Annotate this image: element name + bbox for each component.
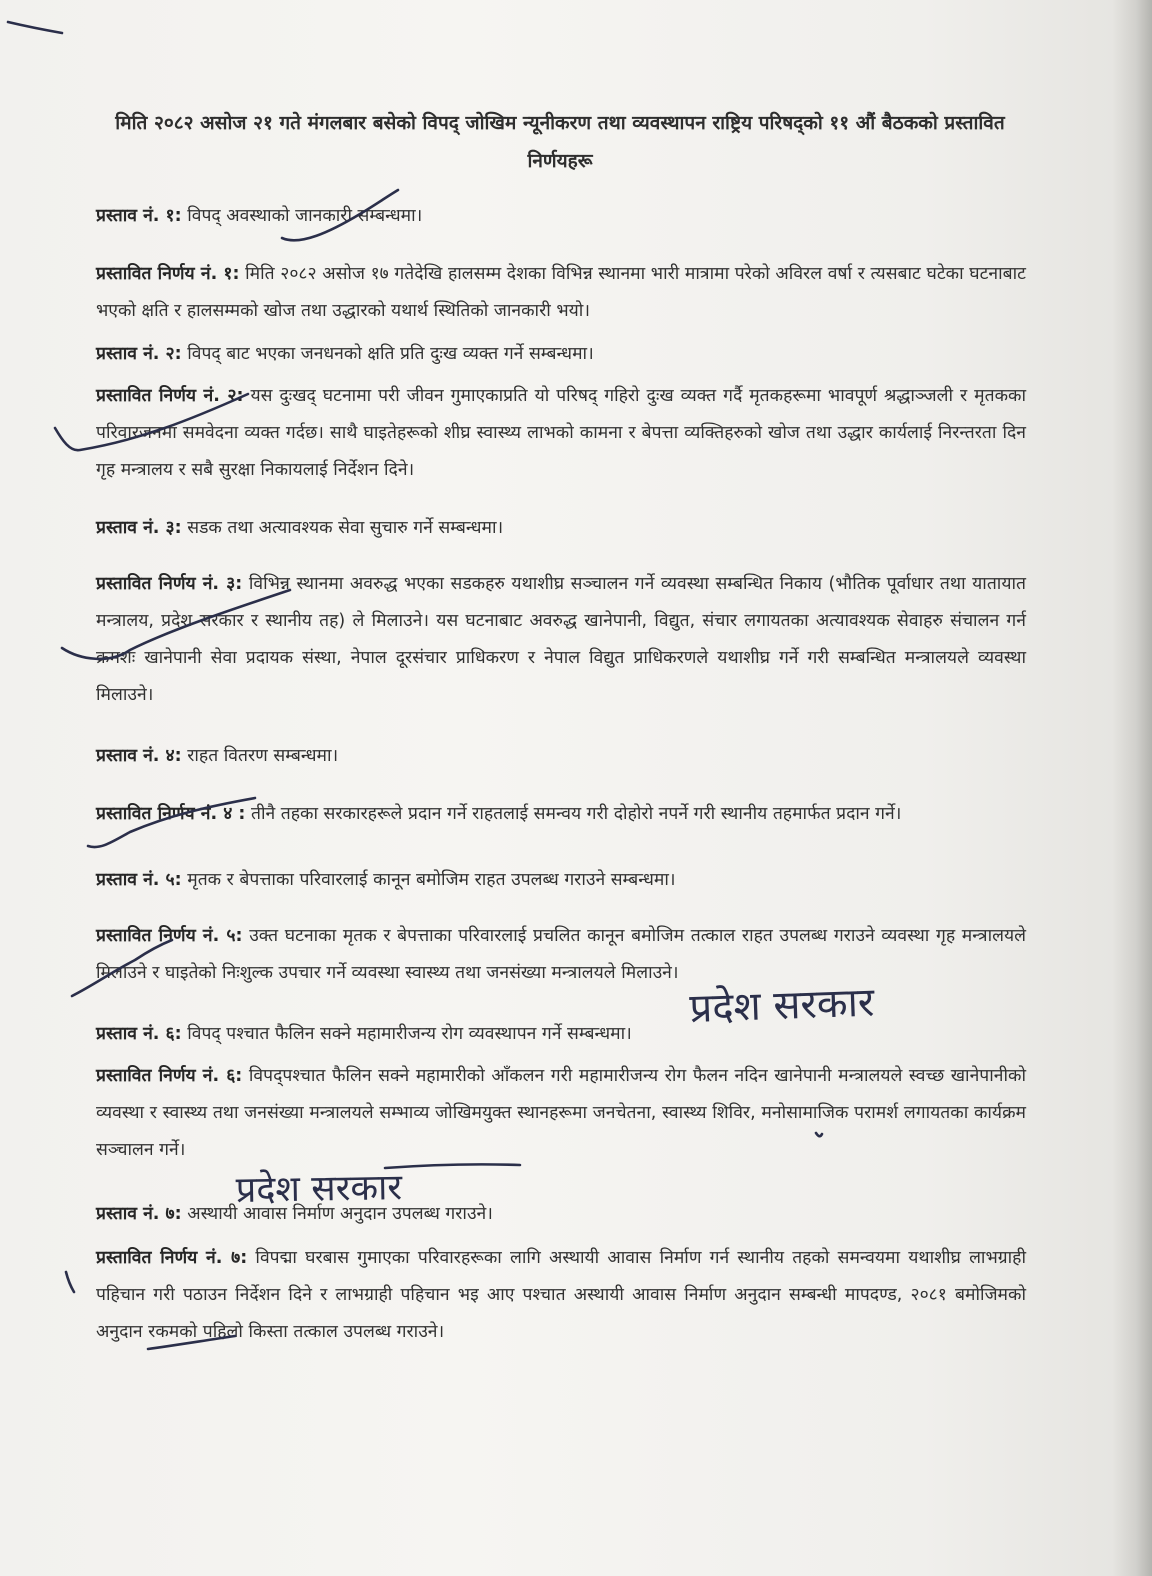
decision-label: प्रस्तावित निर्णय नं. ५: [96,926,243,946]
decision-text: विपद्मा घरबास गुमाएका परिवारहरूका लागि अस्थायी आवास निर्माण गर्न स्थानीय तहको समन्वयमा यथाशीघ्र लाभग्राही पहिचान गरी पठाउन निर्देशन दिने र लाभग्राही पहिचान भइ आए पश्चात अस्थायी आवास निर्माण अनुदान सम्बन्धी मापदण्ड, २०८१ बमोजिमको अनुदान रकमको पहिलो किस्ता तत्काल उपलब्ध गराउने। [96,1248,1026,1342]
decision-text: यस दुःखद् घटनामा परी जीवन गुमाएकाप्रति यो परिषद् गहिरो दुःख व्यक्त गर्दै मृतकहरूमा भावपूर्ण श्रद्धाञ्जली र मृतकका परिवारजनमा समवेदना व्यक्त गर्दछ। साथै घाइतेहरूको शीघ्र स्वास्थ्य लाभको कामना र बेपत्ता व्यक्तिहरुको खोज तथा उद्धार कार्यलाई निरन्तरता दिन गृह मन्त्रालय र सबै सुरक्षा निकायलाई निर्देशन दिने। [96,386,1026,480]
proposal-text: विपद् बाट भएका जनधनको क्षति प्रति दुःख व्यक्त गर्ने सम्बन्धमा। [187,344,594,364]
proposal-text: अस्थायी आवास निर्माण अनुदान उपलब्ध गराउने। [187,1204,493,1224]
proposal-text: राहत वितरण सम्बन्धमा। [187,746,339,766]
decision-label: प्रस्तावित निर्णय नं. ७: [96,1248,248,1268]
decision-label: प्रस्तावित निर्णय नं. ३: [96,574,243,594]
decision-text: विभिन्न स्थानमा अवरुद्ध भएका सडकहरु यथाशीघ्र सञ्चालन गर्ने व्यवस्था सम्बन्धित निकाय (भौतिक पूर्वाधार तथा यातायात मन्त्रालय, प्रदेश सरकार र स्थानीय तह) ले मिलाउने। यस घटनाबाट अवरुद्ध खानेपानी, विद्युत, संचार लगायतका अत्यावश्यक सेवाहरु संचालन गर्न क्रमशः खानेपानी सेवा प्रदायक संस्था, नेपाल दूरसंचार प्राधिकरण र नेपाल विद्युत प्राधिकरणले यथाशीघ्र गर्ने गरी सम्बन्धित मन्त्रालयले व्यवस्था मिलाउने। [96,574,1026,705]
proposal-label: प्रस्ताव नं. ७: [96,1204,182,1224]
decision-text: उक्त घटनाका मृतक र बेपत्ताका परिवारलाई प्रचलित कानून बमोजिम तत्काल राहत उपलब्ध गराउने व्यवस्था गृह मन्त्रालयले मिलाउने र घाइतेको निःशुल्क उपचार गर्ने व्यवस्था स्वास्थ्य तथा जनसंख्या मन्त्रालयले मिलाउने। [96,926,1026,983]
proposal-label: प्रस्ताव नं. ६: [96,1024,182,1044]
page-title: मिति २०८२ असोज २१ गते मंगलबार बसेको विपद् जोखिम न्यूनीकरण तथा व्यवस्थापन राष्ट्रिय परिषद्को ११ औं बैठकको प्रस्तावित निर्णयहरू [115,112,1005,172]
decision-label: प्रस्तावित निर्णय नं. ६: [96,1066,243,1086]
decision-label: प्रस्तावित निर्णय नं. १: [96,264,240,284]
proposal-text: विपद् अवस्थाको जानकारी सम्बन्धमा। [187,206,423,226]
decision-label: प्रस्तावित निर्णय नं. ४ : [96,804,246,824]
decision-text: तीनै तहका सरकारहरूले प्रदान गर्ने राहतलाई समन्वय गरी दोहोरो नपर्ने गरी स्थानीय तहमार्फत प्रदान गर्ने। [250,804,902,824]
proposal-text: मृतक र बेपत्ताका परिवारलाई कानून बमोजिम राहत उपलब्ध गराउने सम्बन्धमा। [187,870,676,890]
handwritten-annotation-1: प्रदेश सरकार [688,979,876,1032]
proposal-label: प्रस्ताव नं. ३: [96,518,182,538]
decision-text: मिति २०८२ असोज १७ गतेदेखि हालसम्म देशका विभिन्न स्थानमा भारी मात्रामा परेको अविरल वर्षा र त्यसबाट घटेका घटनाबाट भएको क्षति र हालसम्मको खोज तथा उद्धारको यथार्थ स्थितिको जानकारी भयो। [96,264,1026,321]
proposal-text: विपद् पश्चात फैलिन सक्ने महामारीजन्य रोग व्यवस्थापन गर्ने सम्बन्धमा। [187,1024,632,1044]
proposal-text: सडक तथा अत्यावश्यक सेवा सुचारु गर्ने सम्बन्धमा। [187,518,504,538]
decision-label: प्रस्तावित निर्णय नं. २: [96,386,244,406]
proposal-label: प्रस्ताव नं. ४: [96,746,182,766]
proposal-label: प्रस्ताव नं. ५: [96,870,182,890]
proposal-label: प्रस्ताव नं. १: [96,206,182,226]
proposal-label: प्रस्ताव नं. २: [96,344,182,364]
decision-text: विपद्पश्चात फैलिन सक्ने महामारीको आँकलन गरी महामारीजन्य रोग फैलन नदिन खानेपानी मन्त्रालयले स्वच्छ खानेपानीको व्यवस्था र स्वास्थ्य तथा जनसंख्या मन्त्रालयले सम्भाव्य जोखिमयुक्त स्थानहरूमा जनचेतना, स्वास्थ्य शिविर, मनोसामाजिक परामर्श लगायतका कार्यक्रम सञ्चालन गर्ने। [96,1066,1026,1160]
handwritten-annotation-2: प्रदेश सरकार [235,1167,403,1211]
